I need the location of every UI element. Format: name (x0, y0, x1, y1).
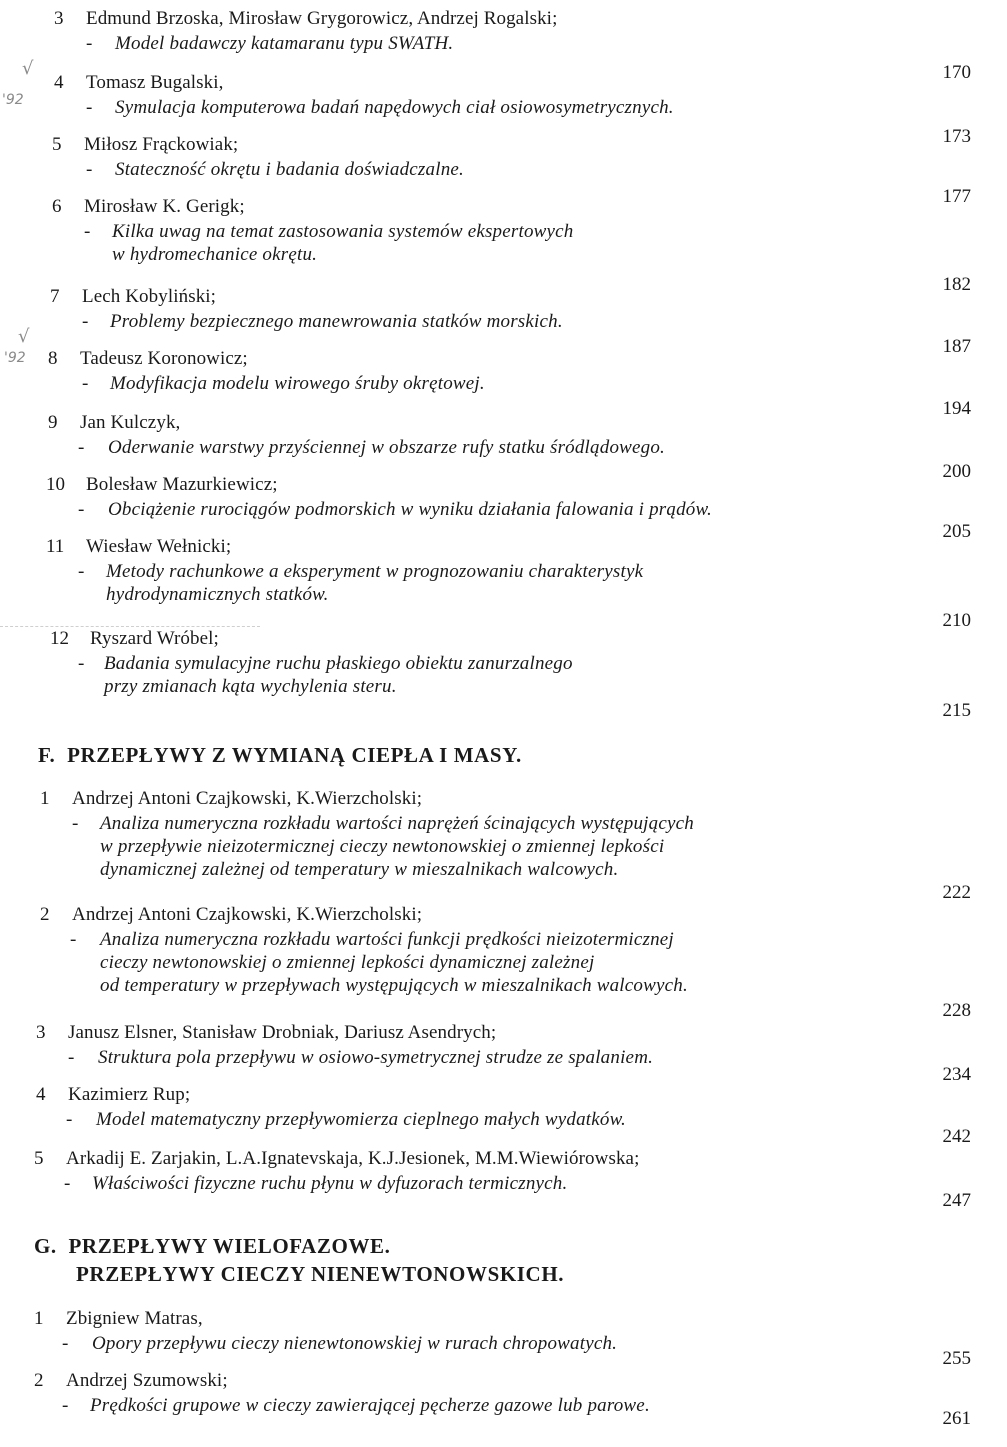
entry-authors: Wiesław Wełnicki; (86, 536, 232, 557)
entry-authors: Miłosz Frąckowiak; (84, 134, 239, 155)
section-letter: F. (38, 743, 56, 767)
entry-dash: - (82, 311, 89, 332)
entry-number: 5 (52, 134, 62, 155)
margin-checkmark: √ (18, 326, 30, 347)
entry-title-line: Analiza numeryczna rozkładu wartości naprężeń ścinających występujących (100, 813, 694, 834)
entry-title-line: Prędkości grupowe w cieczy zawierającej pęcherze gazowe lub parowe. (90, 1395, 650, 1416)
entry-title-line: Kilka uwag na temat zastosowania systemów ekspertowych (112, 221, 574, 242)
entry-page-number: 222 (942, 882, 971, 903)
entry-title-line: w hydromechanice okrętu. (112, 244, 318, 265)
entry-page-number: 205 (942, 521, 971, 542)
entry-dash: - (64, 1173, 71, 1194)
entry-page-number: 182 (942, 274, 971, 295)
entry-dash: - (62, 1395, 69, 1416)
entry-dash: - (86, 33, 93, 54)
entry-page-number: 173 (942, 126, 971, 147)
entry-number: 7 (50, 286, 60, 307)
entry-dash: - (86, 97, 93, 118)
entry-dash: - (78, 499, 85, 520)
entry-number: 10 (46, 474, 65, 495)
entry-number: 3 (36, 1022, 46, 1043)
entry-authors: Tomasz Bugalski, (86, 72, 224, 93)
margin-note-year: '92 (4, 350, 26, 366)
entry-title-line: Model matematyczny przepływomierza cieplnego małych wydatków. (96, 1109, 626, 1130)
entry-page-number: 210 (942, 610, 971, 631)
entry-page-number: 242 (942, 1126, 971, 1147)
entry-title-line: hydrodynamicznych statków. (106, 584, 329, 605)
entry-number: 6 (52, 196, 62, 217)
entry-number: 12 (50, 628, 69, 649)
entry-page-number: 247 (942, 1190, 971, 1211)
entry-number: 2 (40, 904, 50, 925)
faint-divider (0, 626, 260, 627)
entry-dash: - (66, 1109, 73, 1130)
entry-title-line: Stateczność okrętu i badania doświadczalne. (115, 159, 464, 180)
entry-title-line: przy zmianach kąta wychylenia steru. (104, 676, 397, 697)
entry-number: 5 (34, 1148, 44, 1169)
entry-number: 2 (34, 1370, 44, 1391)
entry-number: 11 (46, 536, 65, 557)
section-letter: G. (34, 1234, 57, 1258)
entry-authors: Kazimierz Rup; (68, 1084, 191, 1105)
entry-title-line: Symulacja komputerowa badań napędowych ciał osiowosymetrycznych. (115, 97, 674, 118)
entry-authors: Ryszard Wróbel; (90, 628, 219, 649)
entry-number: 4 (54, 72, 64, 93)
entry-title-line: Analiza numeryczna rozkładu wartości funkcji prędkości nieizotermicznej (100, 929, 674, 950)
entry-title-line: Modyfikacja modelu wirowego śruby okrętowej. (110, 373, 485, 394)
entry-authors: Andrzej Antoni Czajkowski, K.Wierzcholski; (72, 788, 423, 809)
margin-note-year: '92 (2, 92, 24, 108)
entry-title-line: cieczy newtonowskiej o zmiennej lepkości dynamicznej zależnej (100, 952, 595, 973)
section-title: PRZEPŁYWY Z WYMIANĄ CIEPŁA I MASY. (67, 743, 522, 767)
entry-number: 4 (36, 1084, 46, 1105)
entry-dash: - (78, 437, 85, 458)
entry-title-line: Obciążenie rurociągów podmorskich w wyniku działania falowania i prądów. (108, 499, 712, 520)
entry-number: 1 (34, 1308, 44, 1329)
entry-page-number: 261 (942, 1408, 971, 1429)
entry-number: 3 (54, 8, 64, 29)
entry-number: 8 (48, 348, 58, 369)
entry-title-line: Model badawczy katamaranu typu SWATH. (115, 33, 454, 54)
entry-title-line: Opory przepływu cieczy nienewtonowskiej w rurach chropowatych. (92, 1333, 618, 1354)
section-g-heading-line2 (76, 1262, 564, 1286)
entry-dash: - (72, 813, 79, 834)
entry-page-number: 228 (942, 1000, 971, 1021)
entry-title-line: Struktura pola przepływu w osiowo-symetrycznej strudze ze spalaniem. (98, 1047, 654, 1068)
entry-page-number: 255 (942, 1348, 971, 1369)
entry-page-number: 215 (942, 700, 971, 721)
section-f-heading (38, 743, 522, 767)
entry-page-number: 170 (942, 62, 971, 83)
entry-authors: Andrzej Antoni Czajkowski, K.Wierzcholski; (72, 904, 423, 925)
entry-page-number: 200 (942, 461, 971, 482)
entry-dash: - (70, 929, 77, 950)
entry-authors: Jan Kulczyk, (80, 412, 181, 433)
entry-title-line: dynamicznej zależnej od temperatury w mieszalnikach walcowych. (100, 859, 619, 880)
entry-page-number: 234 (942, 1064, 971, 1085)
entry-page-number: 194 (942, 398, 971, 419)
entry-authors: Tadeusz Koronowicz; (80, 348, 248, 369)
entry-authors: Arkadij E. Zarjakin, L.A.Ignatevskaja, K.J.Jesionek, M.M.Wiewiórowska; (66, 1148, 640, 1169)
entry-authors: Janusz Elsner, Stanisław Drobniak, Dariusz Asendrych; (68, 1022, 497, 1043)
entry-authors: Lech Kobyliński; (82, 286, 217, 307)
entry-dash: - (82, 373, 89, 394)
entry-authors: Bolesław Mazurkiewicz; (86, 474, 278, 495)
entry-dash: - (78, 561, 85, 582)
entry-authors: Mirosław K. Gerigk; (84, 196, 245, 217)
entry-number: 1 (40, 788, 50, 809)
margin-checkmark: √ (22, 58, 34, 79)
section-title: PRZEPŁYWY WIELOFAZOWE. (68, 1234, 391, 1258)
entry-dash: - (68, 1047, 75, 1068)
section-g-heading (34, 1234, 391, 1258)
entry-number: 9 (48, 412, 58, 433)
section-title-line2: PRZEPŁYWY CIECZY NIENEWTONOWSKICH. (76, 1262, 565, 1286)
entry-dash: - (86, 159, 93, 180)
entry-page-number: 177 (942, 186, 971, 207)
entry-title-line: Problemy bezpiecznego manewrowania statków morskich. (110, 311, 563, 332)
entry-dash: - (62, 1333, 69, 1354)
entry-title-line: Metody rachunkowe a eksperyment w prognozowaniu charakterystyk (106, 561, 644, 582)
entry-page-number: 187 (942, 336, 971, 357)
entry-title-line: Badania symulacyjne ruchu płaskiego obiektu zanurzalnego (104, 653, 573, 674)
entry-title-line: Oderwanie warstwy przyściennej w obszarze rufy statku śródlądowego. (108, 437, 665, 458)
entry-dash: - (84, 221, 91, 242)
entry-authors: Andrzej Szumowski; (66, 1370, 228, 1391)
entry-title-line: Właściwości fizyczne ruchu płynu w dyfuzorach termicznych. (92, 1173, 568, 1194)
entry-authors: Edmund Brzoska, Mirosław Grygorowicz, Andrzej Rogalski; (86, 8, 558, 29)
entry-title-line: od temperatury w przepływach występujących w mieszalnikach walcowych. (100, 975, 688, 996)
entry-title-line: w przepływie nieizotermicznej cieczy newtonowskiej o zmiennej lepkości (100, 836, 665, 857)
entry-authors: Zbigniew Matras, (66, 1308, 203, 1329)
entry-dash: - (78, 653, 85, 674)
